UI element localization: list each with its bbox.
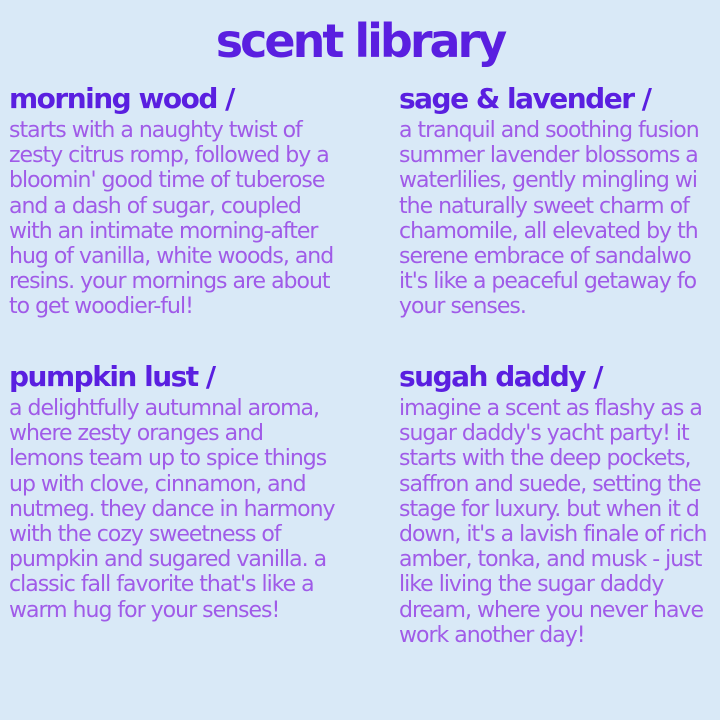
- description-line: nutmeg. they dance in harmony: [9, 496, 335, 522]
- description-line: pumpkin and sugared vanilla. a: [9, 547, 327, 573]
- description-line: bloomin' good time of tuberose: [9, 168, 325, 194]
- description-line: it's like a peaceful getaway fo: [399, 269, 697, 295]
- scent-name: sage & lavender /: [399, 82, 651, 115]
- scent-name: pumpkin lust /: [9, 360, 215, 393]
- scent-card-pumpkin-lust: [9, 358, 369, 623]
- description-line: a tranquil and soothing fusion: [399, 118, 699, 143]
- description-line: up with clove, cinnamon, and: [9, 471, 306, 497]
- description-line: lemons team up to spice things: [9, 446, 327, 472]
- description-line: summer lavender blossoms a: [399, 143, 698, 169]
- description-line: starts with the deep pockets,: [399, 446, 691, 472]
- description-line: and a dash of sugar, coupled: [9, 193, 301, 219]
- description-line: amber, tonka, and musk - just: [399, 547, 702, 573]
- scent-card-sage-lavender: [399, 80, 720, 320]
- scent-description: [9, 396, 369, 623]
- description-line: a delightfully autumnal aroma,: [9, 396, 320, 421]
- description-line: with the cozy sweetness of: [9, 522, 281, 548]
- description-line: like living the sugar daddy: [399, 572, 664, 598]
- description-line: classic fall favorite that's like a: [9, 572, 314, 598]
- scent-description: [399, 118, 720, 320]
- description-line: sugar daddy's yacht party! it: [399, 421, 689, 447]
- scent-card-sugah-daddy: [399, 358, 720, 648]
- description-line: dream, where you never have: [399, 597, 703, 623]
- scent-description: [9, 118, 369, 320]
- description-line: the naturally sweet charm of: [399, 193, 689, 219]
- description-line: saffron and suede, setting the: [399, 471, 701, 497]
- scent-name: morning wood /: [9, 82, 234, 115]
- description-line: chamomile, all elevated by th: [399, 218, 698, 244]
- description-line: resins. your mornings are about: [9, 269, 330, 295]
- description-line: serene embrace of sandalwo: [399, 244, 691, 270]
- scent-card-morning-wood: [9, 80, 369, 320]
- description-line: zesty citrus romp, followed by a: [9, 143, 329, 169]
- description-line: your senses.: [399, 294, 526, 320]
- scent-description: [399, 396, 720, 648]
- description-line: down, it's a lavish finale of rich: [399, 522, 707, 548]
- description-line: work another day!: [399, 622, 585, 648]
- description-line: warm hug for your senses!: [9, 597, 280, 623]
- description-line: where zesty oranges and: [9, 421, 264, 447]
- description-line: waterlilies, gently mingling wi: [399, 168, 697, 194]
- description-line: to get woodier-ful!: [9, 294, 193, 320]
- description-line: hug of vanilla, white woods, and: [9, 244, 334, 270]
- page-title: scent library: [215, 14, 505, 68]
- scent-name: sugah daddy /: [399, 360, 602, 393]
- description-line: stage for luxury. but when it d: [399, 496, 699, 522]
- description-line: imagine a scent as flashy as a: [399, 396, 702, 421]
- description-line: starts with a naughty twist of: [9, 118, 302, 143]
- description-line: with an intimate morning-after: [9, 218, 318, 244]
